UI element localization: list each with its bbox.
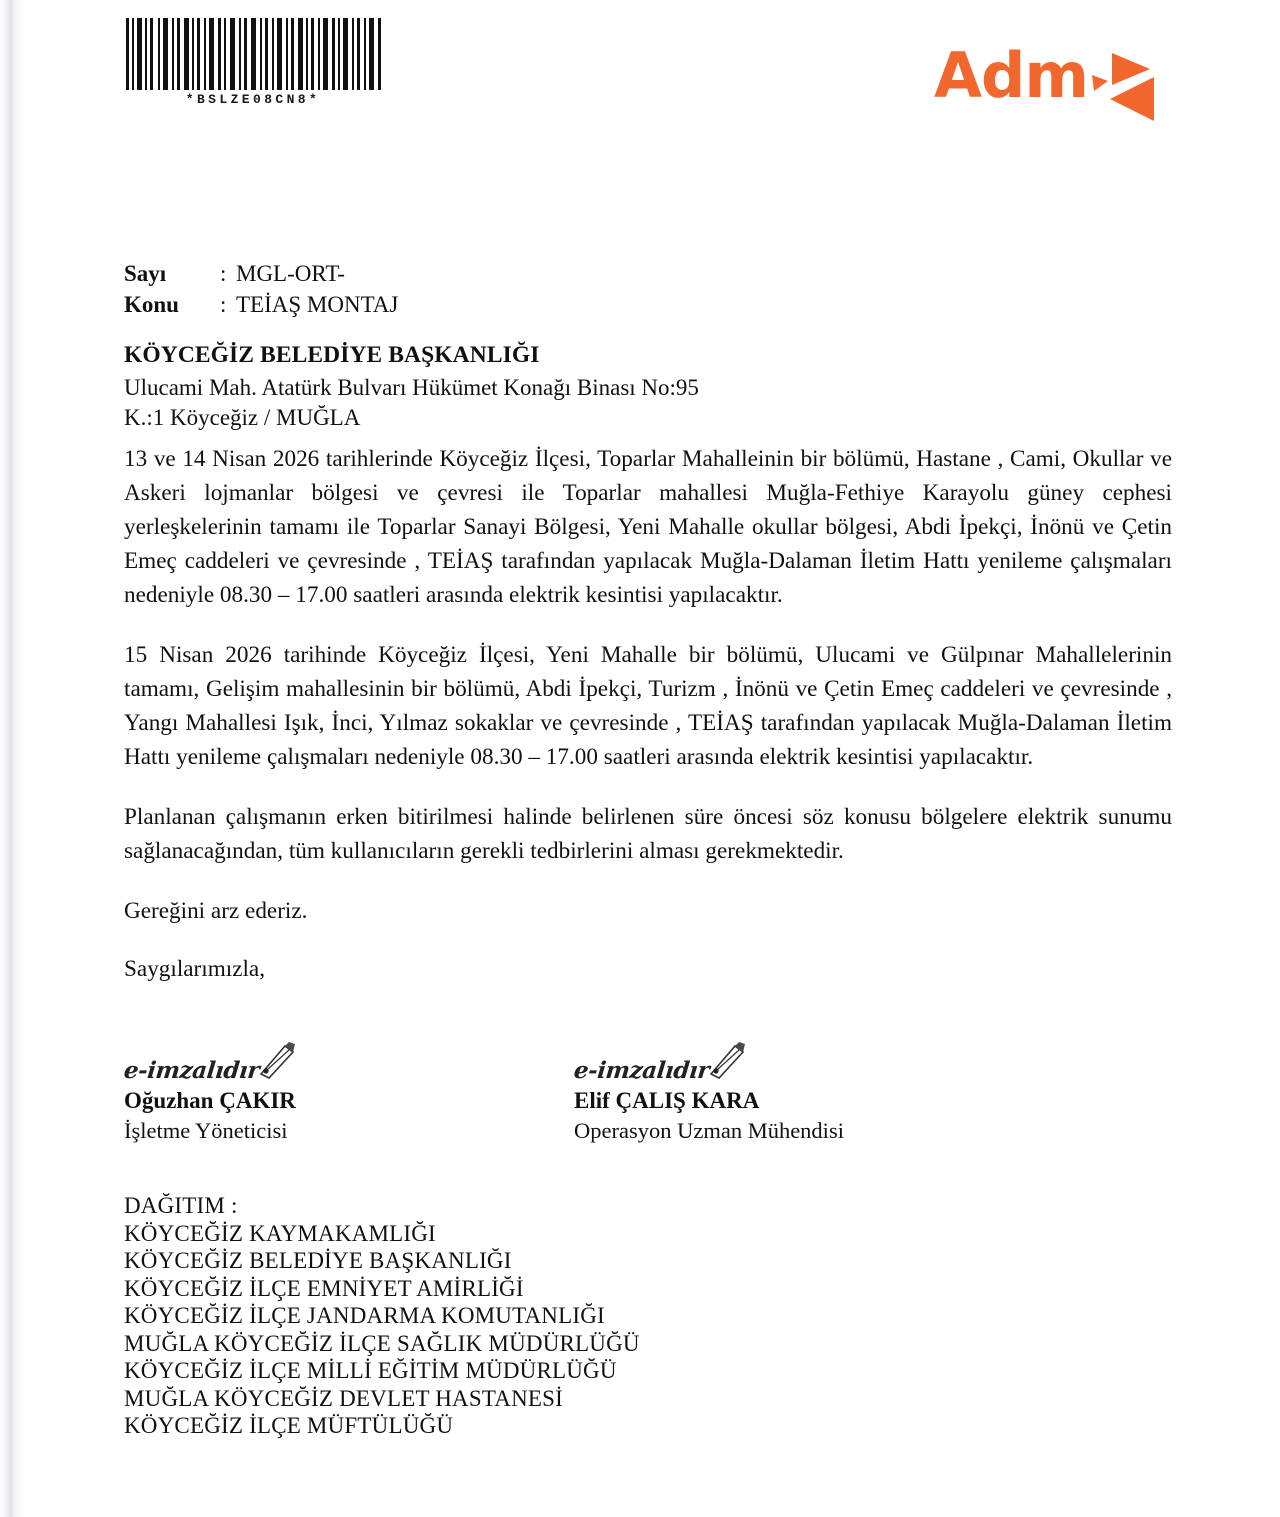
- konu-value: TEİAŞ MONTAJ: [236, 292, 399, 317]
- signature-2: [574, 1040, 1024, 1146]
- distribution-item: MUĞLA KÖYCEĞİZ İLÇE SAĞLIK MÜDÜRLÜĞÜ: [124, 1330, 640, 1356]
- recipient-name: KÖYCEĞİZ BELEDİYE BAŞKANLIĞI: [124, 342, 540, 368]
- signature-2-eimza-text: e-imzalıdır: [572, 1057, 711, 1084]
- document-body: [124, 442, 1172, 1010]
- signature-2-title: Operasyon Uzman Mühendisi: [574, 1118, 844, 1143]
- distribution-item: KÖYCEĞİZ İLÇE MÜFTÜLÜĞÜ: [124, 1413, 454, 1438]
- distribution-title: DAĞITIM :: [124, 1193, 238, 1218]
- body-paragraph-5: Saygılarımızla,: [124, 956, 266, 982]
- signature-2-eimza: [574, 1040, 1024, 1084]
- sayi-separator: :: [220, 261, 227, 286]
- signature-1-name: Oğuzhan ÇAKIR: [124, 1088, 296, 1113]
- meta-row-konu: [124, 289, 398, 320]
- barcode-bars-icon: [122, 18, 384, 90]
- distribution-item: MUĞLA KÖYCEĞİZ DEVLET HASTANESİ: [124, 1385, 563, 1411]
- body-paragraph-4: Gereğini arz ederiz.: [124, 898, 308, 924]
- body-paragraph-3: Planlanan çalışmanın erken bitirilmesi halinde belirlenen süre öncesi söz konusu bölgelere elektrik sunumu sağlanacağından, tüm kullanıcıların gerekli tedbirlerini alması gerekmektedir.: [124, 804, 1172, 864]
- body-paragraph-1: 13 ve 14 Nisan 2026 tarihlerinde Köyceğiz İlçesi, Toparlar Mahalleinin bir bölümü, Hastane , Cami, Okullar ve Askeri lojmanlar bölgesi ve çevresi ile Toparlar mahallesi Muğla-Fethiye Karayolu güney cephesi yerleşkelerinin tamamı ile Toparlar Sanayi Bölgesi, Yeni Mahalle okullar bölgesi, Abdi İpekçi, İnönü ve Çetin Emeç caddeleri ve çevresinde , TEİAŞ tarafından yapılacak Muğla-Dalaman İletim Hattı yenileme çalışmaları nedeniyle 08.30 – 17.00 saatleri arasında elektrik kesintisi yapılacaktır.: [124, 446, 1172, 608]
- signature-1-eimza-text: e-imzalıdır: [122, 1057, 261, 1084]
- konu-separator: :: [220, 292, 227, 317]
- body-paragraph-2: 15 Nisan 2026 tarihinde Köyceğiz İlçesi, Yeni Mahalle bir bölümü, Ulucami ve Gülpınar Mahallelerinin tamamı, Gelişim mahallesinin bir bölümü, Abdi İpekçi, Turizm , İnönü ve Çetin Emeç caddeleri ve çevresinde , Yangı Mahallesi Işık, İnci, Yılmaz sokaklar ve çevresinde , TEİAŞ tarafından yapılacak Muğla-Dalaman İletim Hattı yenileme çalışmaları nedeniyle 08.30 – 17.00 saatleri arasında elektrik kesintisi yapılacaktır.: [124, 642, 1172, 770]
- adm-logo: [934, 39, 1160, 125]
- adm-triangles-icon: [1082, 47, 1160, 125]
- distribution-list: [124, 1192, 640, 1440]
- distribution-item: KÖYCEĞİZ İLÇE MİLLİ EĞİTİM MÜDÜRLÜĞÜ: [124, 1358, 617, 1383]
- barcode-value: *BSLZE08CN8*: [185, 92, 321, 107]
- document-meta: [124, 258, 398, 320]
- signature-1-eimza: [124, 1040, 574, 1084]
- fountain-pen-nib-icon: [255, 1040, 299, 1080]
- signature-2-name: Elif ÇALIŞ KARA: [574, 1088, 760, 1113]
- fountain-pen-nib-icon: [705, 1040, 749, 1080]
- konu-label: Konu: [124, 292, 179, 317]
- meta-row-sayi: [124, 258, 398, 289]
- distribution-item: KÖYCEĞİZ İLÇE EMNİYET AMİRLİĞİ: [124, 1275, 524, 1301]
- signature-1-title: İşletme Yöneticisi: [124, 1118, 288, 1143]
- recipient-address-line-1: Ulucami Mah. Atatürk Bulvarı Hükümet Konağı Binası No:95: [124, 375, 699, 400]
- distribution-item: KÖYCEĞİZ İLÇE JANDARMA KOMUTANLIĞI: [124, 1303, 605, 1328]
- signature-1: [124, 1040, 574, 1146]
- recipient-address-line-2: K.:1 Köyceğiz / MUĞLA: [124, 405, 361, 430]
- recipient-block: [124, 340, 699, 433]
- barcode: [122, 18, 384, 107]
- sayi-label: Sayı: [124, 261, 167, 286]
- sayi-value: MGL-ORT-: [236, 261, 345, 286]
- adm-logo-wordmark: Adm: [934, 39, 1088, 112]
- distribution-item: KÖYCEĞİZ BELEDİYE BAŞKANLIĞI: [124, 1248, 512, 1273]
- signature-block: [124, 1040, 1174, 1146]
- distribution-item: KÖYCEĞİZ KAYMAKAMLIĞI: [124, 1220, 436, 1246]
- document-header: [0, 0, 1280, 170]
- page-edge-shadow: [0, 0, 26, 1517]
